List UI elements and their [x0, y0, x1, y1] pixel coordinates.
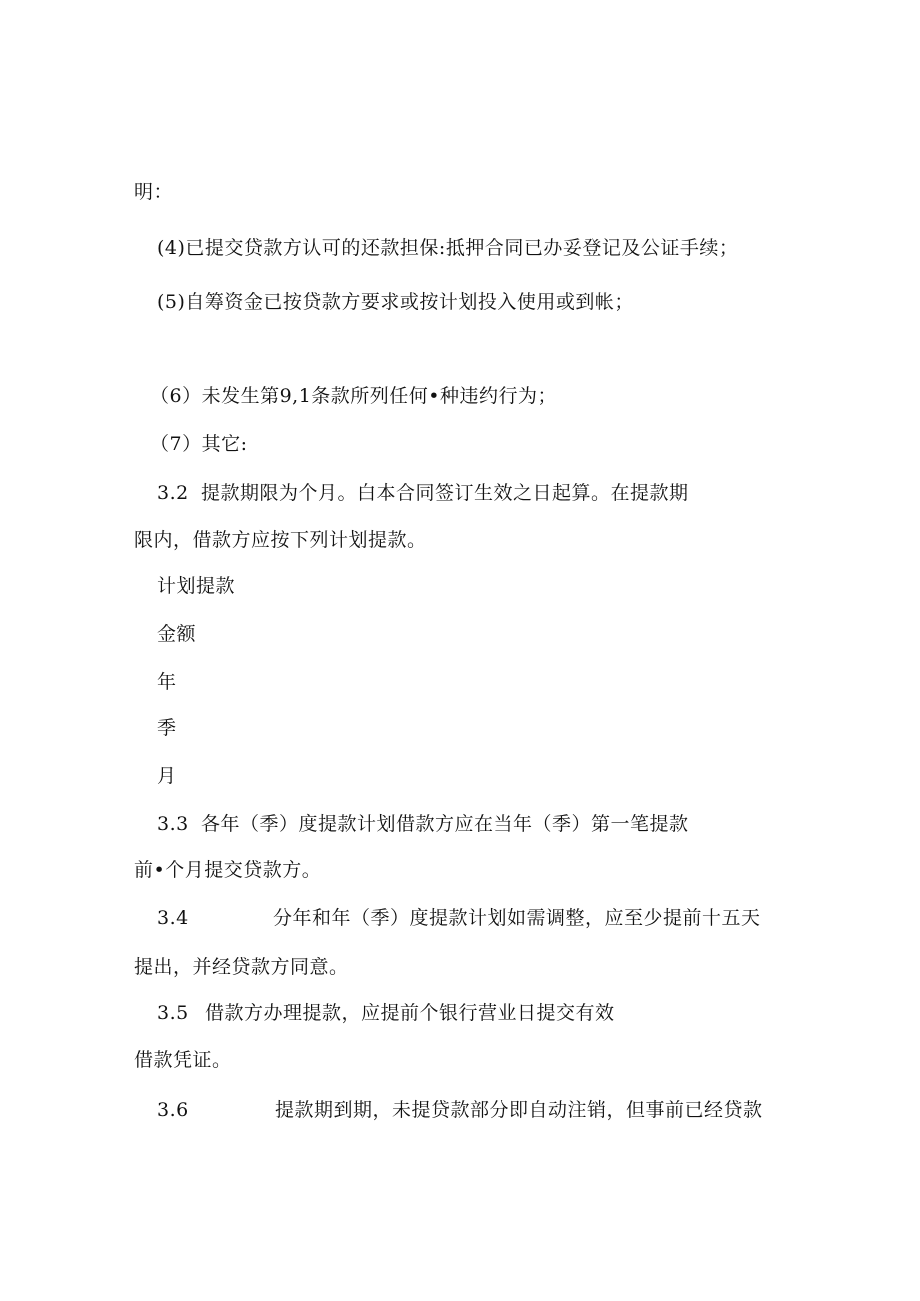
clause-text: 分年和年（季）度提款计划如需调整，应至少提前十五天 [273, 907, 761, 929]
clause-text: 提款期到期，未提贷款部分即自动注销，但事前已经贷款 [275, 1099, 763, 1121]
clause-3-4 [157, 906, 761, 930]
text-line: 月 [157, 765, 177, 787]
text-line: 明： [134, 181, 174, 203]
text-line: 金额 [157, 623, 197, 645]
text-line: 借款凭证。 [134, 1049, 232, 1071]
clause-text: 借款方办理提款，应提前个银行营业日提交有效 [205, 1002, 615, 1024]
clause-text: 各年（季）度提款计划借款方应在当年（季）第一笔提款 [201, 813, 689, 835]
text-line: 限内，借款方应按下列计划提款。 [134, 529, 427, 551]
clause-3-3 [157, 812, 689, 836]
text-line: (5)自筹资金已按贷款方要求或按计划投入使用或到帐； [157, 291, 634, 313]
clause-number: 3.5 [157, 1002, 189, 1024]
text-line: 年 [157, 671, 177, 693]
clause-3-5 [157, 1001, 615, 1025]
text-line: 计划提款 [157, 575, 236, 597]
clause-number: 3.6 [157, 1099, 189, 1121]
clause-number: 3.4 [157, 907, 189, 929]
text-line: （7）其它: [150, 433, 248, 455]
clause-number: 3.2 [157, 482, 189, 504]
clause-3-6 [157, 1098, 763, 1122]
text-line: 季 [157, 717, 177, 739]
clause-3-2 [157, 481, 689, 505]
text-line: 前•个月提交贷款方。 [134, 859, 322, 881]
text-line: 提出，并经贷款方同意。 [134, 956, 349, 978]
text-line: (4)已提交贷款方认可的还款担保:抵押合同已办妥登记及公证手续； [157, 237, 739, 259]
text-line: （6）未发生第9,1条款所列任何•种违约行为； [150, 385, 558, 407]
clause-number: 3.3 [157, 813, 189, 835]
clause-text: 提款期限为个月。白本合同签订生效之日起算。在提款期 [201, 482, 689, 504]
